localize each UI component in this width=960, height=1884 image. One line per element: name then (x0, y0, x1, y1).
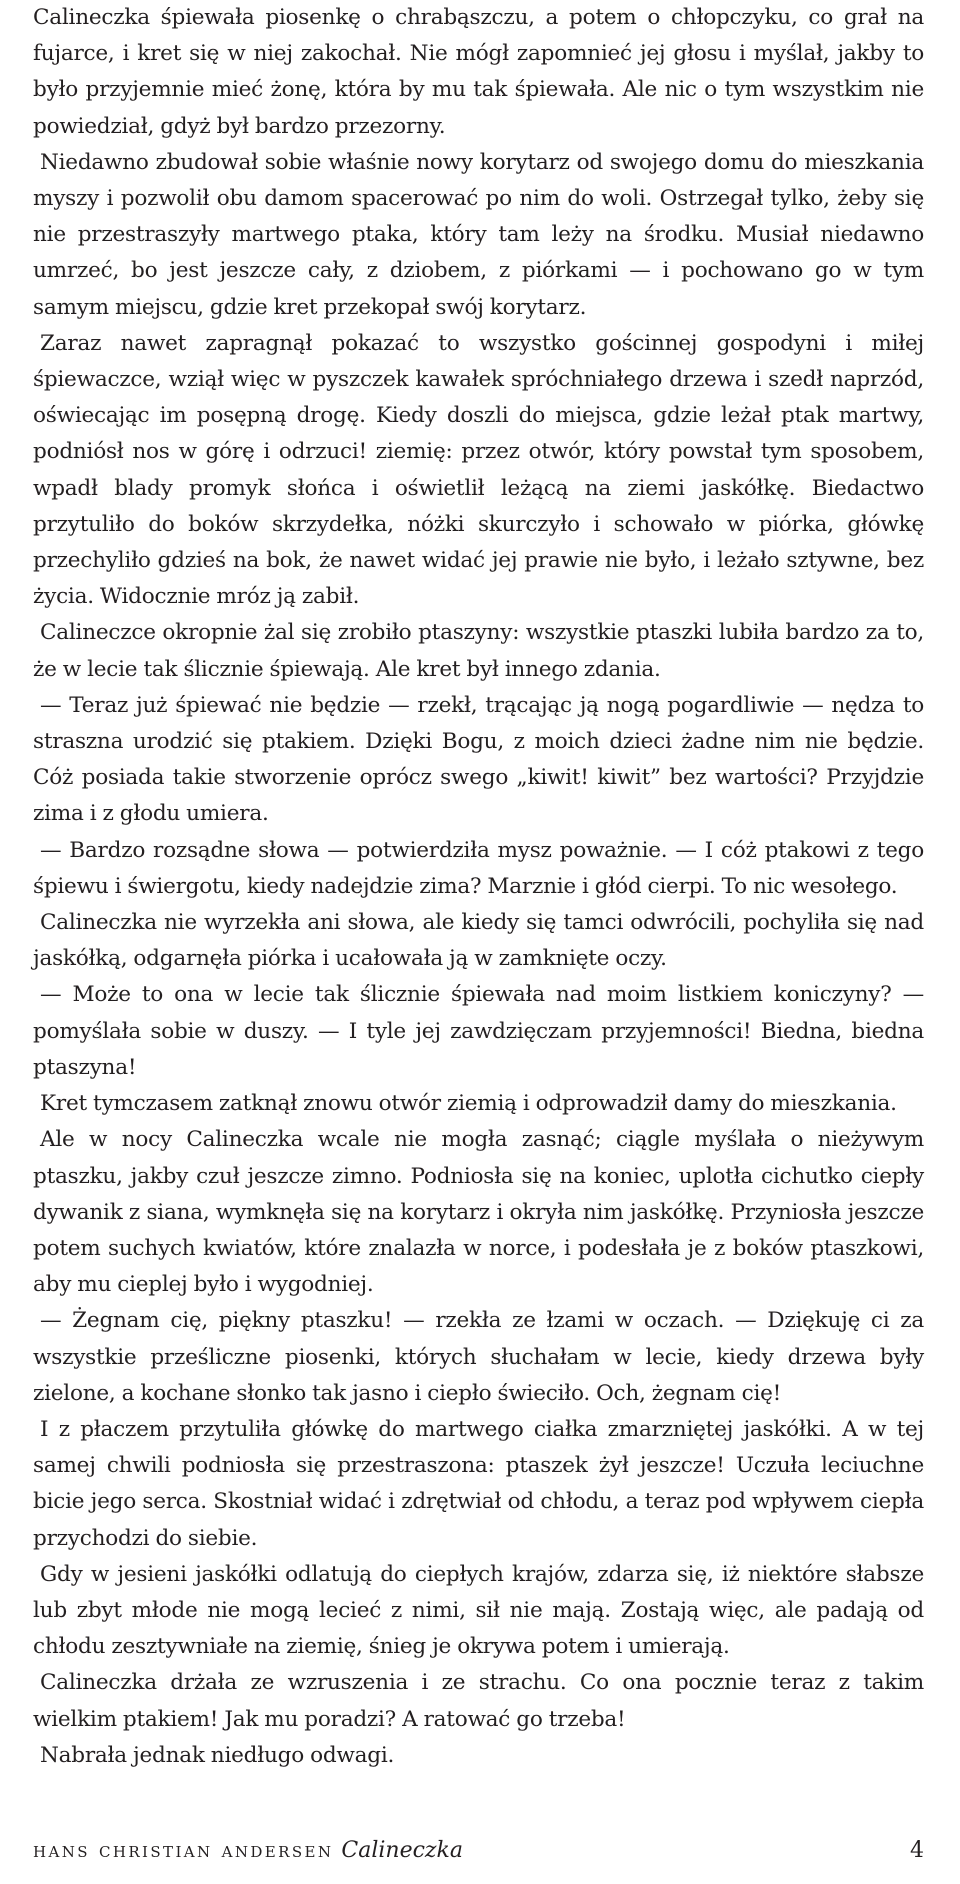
paragraph: Calineczka drżała ze wzruszenia i ze strachu. Co ona pocznie teraz z takim wielkim ptakiem! Jak mu poradzi? A ratować go trzeba! (33, 1670, 924, 1732)
paragraph: I z płaczem przytuliła główkę do martwego ciałka zmarzniętej jaskółki. A w tej samej chwili podniosła się przestraszona: ptaszek żył jeszcze! Uczuła leciuchne bicie jego serca. Skostniał widać i zdrętwiał od chłodu, a teraz pod wpływem ciepła przychodzi do siebie. (33, 1416, 924, 1551)
page-footer (33, 1838, 924, 1872)
page-number: 4 (910, 1838, 924, 1863)
paragraph: — Teraz już śpiewać nie będzie — rzekł, trącając ją nogą pogardliwie — nędza to straszna urodzić się ptakiem. Dzięki Bogu, z moich dzieci żadne nim nie będzie. Cóż posiada takie stworzenie oprócz swego „kiwit! kiwit” bez wartości? Przyjdzie zima i z głodu umiera. (33, 692, 924, 827)
paragraph: — Bardzo rozsądne słowa — potwierdziła mysz poważnie. — I cóż ptakowi z tego śpiewu i świergotu, kiedy nadejdzie zima? Marznie i głód cierpi. To nic wesołego. (33, 837, 924, 899)
paragraph: Gdy w jesieni jaskółki odlatują do ciepłych krajów, zdarza się, iż niektóre słabsze lub zbyt młode nie mogą lecieć z nimi, sił nie mają. Zostają więc, ale padają od chłodu zesztywniałe na ziemię, śnieg je okrywa potem i umierają. (33, 1561, 924, 1660)
page-text (33, 0, 924, 1774)
paragraph: Zaraz nawet zapragnął pokazać to wszystko gościnnej gospodyni i miłej śpiewaczce, wziął więc w pyszczek kawałek spróchniałego drzewa i szedł naprzód, oświecając im posępną drogę. Kiedy doszli do miejsca, gdzie leżał ptak martwy, podniósł nos w górę i odrzuci! ziemię: przez otwór, który powstał tym sposobem, wpadł blady promyk słońca i oświetlił leżącą na ziemi jaskółkę. Biedactwo przytuliło do boków skrzydełka, nóżki skurczyło i schowało w piórka, główkę przechyliło gdzieś na bok, że nawet widać jej prawie nie było, i leżało sztywne, bez życia. Widocznie mróz ją zabił. (33, 330, 924, 610)
paragraph: Calineczce okropnie żal się zrobiło ptaszyny: wszystkie ptaszki lubiła bardzo za to, że w lecie tak ślicznie śpiewają. Ale kret był innego zdania. (33, 620, 924, 682)
footer-author: hans christian andersen (33, 1838, 334, 1862)
paragraph: Ale w nocy Calineczka wcale nie mogła zasnąć; ciągle myślała o nieżywym ptaszku, jakby czuł jeszcze zimno. Podniosła się na koniec, uplotła cichutko ciepły dywanik z siana, wymknęła się na korytarz i okryła nim jaskółkę. Przyniosła jeszcze potem suchych kwiatów, które znalazła w norce, i podesłała je z boków ptaszkowi, aby mu cieplej było i wygodniej. (33, 1127, 924, 1298)
paragraph: Calineczka nie wyrzekła ani słowa, ale kiedy się tamci odwrócili, pochyliła się nad jaskółką, odgarnęła piórka i ucałowała ją w zamknięte oczy. (33, 910, 924, 972)
footer-book-title: Calineczka (341, 1838, 463, 1863)
paragraph: Nabrała jednak niedługo odwagi. (40, 1742, 395, 1768)
paragraph: — Żegnam cię, piękny ptaszku! — rzekła ze łzami w oczach. — Dziękuję ci za wszystkie prześliczne piosenki, których słuchałam w lecie, kiedy drzewa były zielone, a kochane słonko tak jasno i ciepło świeciło. Och, żegnam cię! (33, 1308, 924, 1406)
paragraph: — Może to ona w lecie tak ślicznie śpiewała nad moim listkiem koniczyny? — pomyślała sobie w duszy. — I tyle jej zawdzięczam przyjemności! Biedna, biedna ptaszyna! (33, 982, 924, 1080)
paragraph: Niedawno zbudował sobie właśnie nowy korytarz od swojego domu do mieszkania myszy i pozwolił obu damom spacerować po nim do woli. Ostrzegał tylko, żeby się nie przestraszyły martwego ptaka, który tam leży na środku. Musiał niedawno umrzeć, bo jest jeszcze cały, z dziobem, z piórkami — i pochowano go w tym samym miejscu, gdzie kret przekopał swój korytarz. (33, 149, 924, 320)
paragraph: Calineczka śpiewała piosenkę o chrabąszczu, a potem o chłopczyku, co grał na fujarce, i kret się w niej zakochał. Nie mógł zapomnieć jej głosu i myślał, jakby to było przyjemnie mieć żonę, która by mu tak śpiewała. Ale nic o tym wszystkim nie powiedział, gdyż był bardzo przezorny. (33, 5, 924, 139)
paragraph: Kret tymczasem zatknął znowu otwór ziemią i odprowadził damy do mieszkania. (40, 1091, 897, 1117)
